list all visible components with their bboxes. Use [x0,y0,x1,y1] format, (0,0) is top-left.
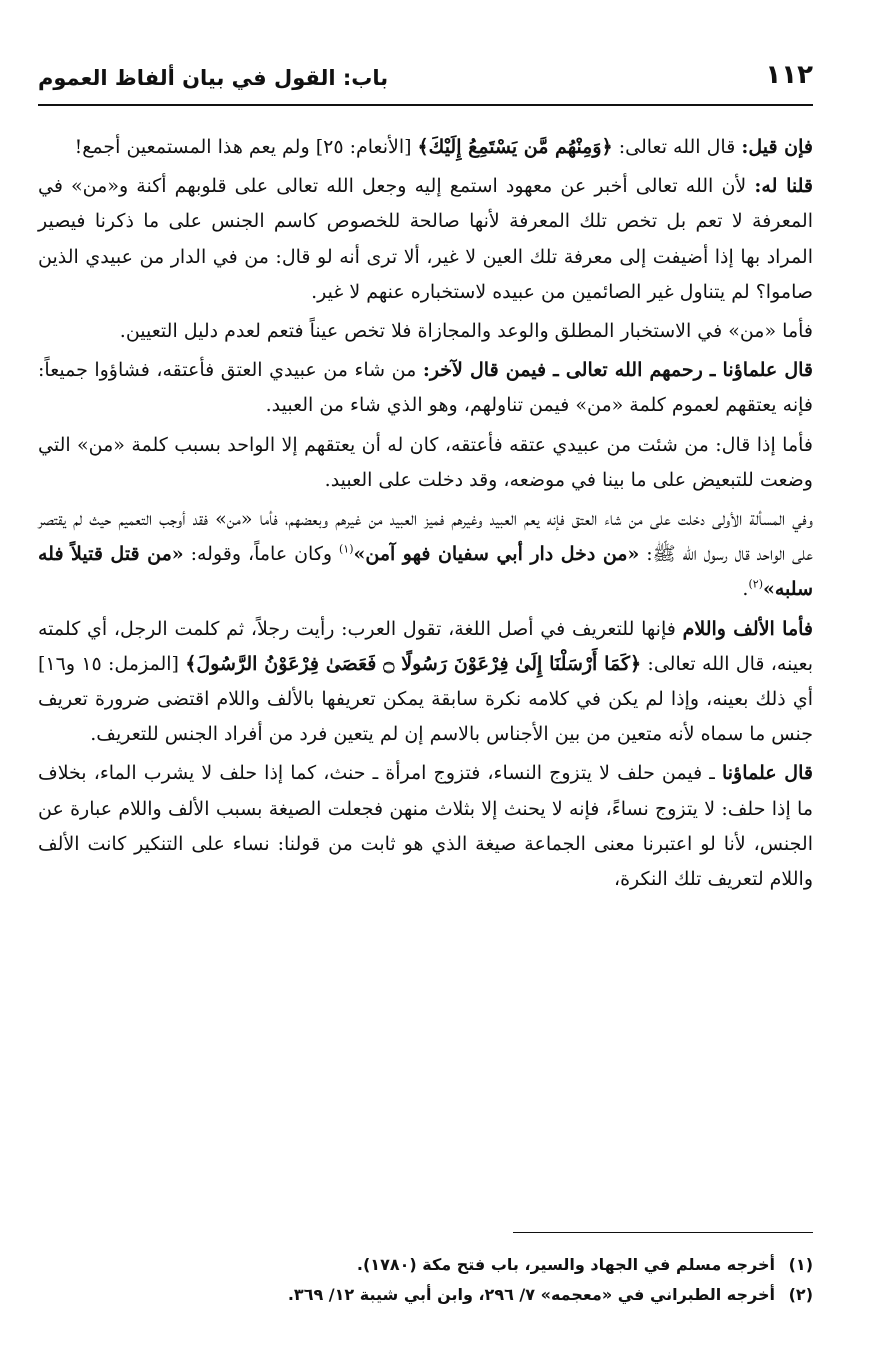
footnote-ref-2[interactable]: (٢) [748,578,763,592]
chapter-title: باب: القول في بيان ألفاظ العموم [38,66,389,90]
footnote-text: أخرجه الطبراني في «معجمه» ٧/ ٢٩٦، وابن أبي شيبة ١٢/ ٣٦٩. [287,1285,775,1304]
paragraph-3 [38,314,813,349]
footnote-2 [38,1280,813,1310]
paragraph-text: لأن الله تعالى أخبر عن معهود استمع إليه وجعل الله تعالى على قلوبهم أكنة و«من» في المعرفة لا تعم بل تخص تلك المعرفة لأنها صالحة للخصوص كاسم الجنس على ما ذكرنا فيصير المراد بها إذا أضيفت إلى معرفة تلك العين لا غير، ألا ترى أنه لو قال: من في الدار من عبيدي الذين صاموا؟ لم يتناول غير الصائمين من عبيده لاستخباره عنهم لا غير. [38,175,813,303]
paragraph-lead: قال علماؤنا ـ رحمهم الله تعالى ـ فيمن قال لآخر: [422,359,813,382]
paragraph-1 [38,130,813,165]
paragraph-4 [38,353,813,423]
paragraph-text: فإنها للتعريف في أصل اللغة، تقول العرب: رأيت رجلاً، ثم كلمت الرجل، أي كلمته بعينه، قال الله تعالى: [38,617,813,675]
paragraph-lead: فأما الألف واللام [682,617,813,640]
paragraph-text: ـ فيمن حلف لا يتزوج النساء، فتزوج امرأة ـ حنث، كما إذا حلف لا يشرب الماء، بخلاف ما إذا حلف: لا يتزوج نساءً، فإنه لا يحنث إلا بثلاث منهن فجعلت الصيغة بسبب الألف واللام عبارة عن الجنس، لأنا لو اعتبرنا معنى الجماعة صيغة الذي هو ثابت من قولنا: نساء على التنكير كانت الألف واللام لتعريف تلك النكرة، [38,762,813,891]
footnote-number: (٢) [788,1285,813,1304]
paragraph-8 [38,756,813,897]
paragraph-text: وكان عاماً، وقوله: [183,543,339,566]
paragraph-text: . [742,578,749,601]
hadith-quote: «من قتل قتيلاً فله سلبه» [38,543,813,601]
paragraph-lead: قلنا له: [754,175,814,198]
book-page [38,60,813,1340]
paragraph-6 [38,502,813,608]
quran-verse: ﴿كَمَا أَرْسَلْنَا إِلَىٰ فِرْعَوْنَ رَسُولًا ۝ فَعَصَىٰ فِرْعَوْنُ الرَّسُولَ﴾ [185,652,642,675]
paragraph-text: [الأنعام: ٢٥] ولم يعم هذا المستمعين أجمع! [74,136,418,158]
paragraph-2 [38,169,813,310]
page-number: ١١٢ [765,60,813,90]
main-text [38,130,813,897]
paragraph-text: فأما «من» في الاستخبار المطلق والوعد والمجازاة فلا تخص عيناً فتعم لعدم دليل التعيين. [119,320,813,343]
paragraph-7 [38,612,813,753]
paragraph-text: وفي المسألة الأولى دخلت على من شاء العتق فإنه يعم العبيد وغيرهم فميز العبيد من غيرهم وبعضهم، فأما «من» فقد أوجب التعميم حيث لم يقتصر على الواحد قال رسول الله ﷺ: [38,508,813,566]
paragraph-text: [المزمل: ١٥ و١٦] أي ذلك بعينه، وإذا لم يكن في كلامه نكرة سابقة يمكن تعريفها بالألف واللام اقتضى ضرورة تعريف جنس ما سماه لأنه متعين من بين الأجناس بالاسم إن لم يتعين فرد من أفراد الجنس للتعريف. [38,652,813,746]
paragraph-text: قال الله تعالى: [612,136,742,158]
paragraph-5 [38,428,813,498]
footnote-divider [513,1232,813,1233]
paragraph-lead: فإن قيل: [741,136,813,158]
footnote-text: أخرجه مسلم في الجهاد والسير، باب فتح مكة (١٧٨٠). [356,1255,775,1274]
hadith-quote: «من دخل دار أبي سفيان فهو آمن» [353,543,640,566]
paragraph-text: من شاء من عبيدي العتق فأعتقه، فشاؤوا جميعاً: فإنه يعتقهم لعموم كلمة «من» فيمن تناولهم، وهو الذي شاء من العبيد. [38,359,813,417]
quran-verse: ﴿وَمِنْهُم مَّن يَسْتَمِعُ إِلَيْكَ﴾ [417,136,613,158]
paragraph-lead: قال علماؤنا [721,762,813,785]
paragraph-text: فأما إذا قال: من شئت من عبيدي عتقه فأعتقه، كان له أن يعتقهم إلا الواحد بسبب كلمة «من» التي وضعت للتبعيض على ما بينا في موضعه، وقد دخلت على العبيد. [38,433,813,491]
footnotes [38,1250,813,1310]
footnote-number: (١) [788,1255,813,1274]
footnote-1 [38,1250,813,1280]
footnote-ref-1[interactable]: (١) [338,542,354,556]
page-header [38,60,813,106]
